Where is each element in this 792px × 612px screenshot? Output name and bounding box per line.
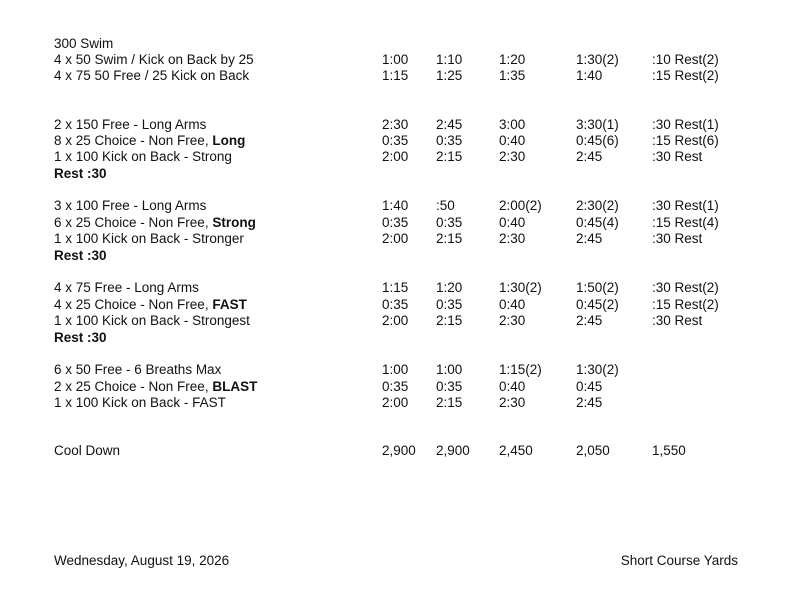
set-description: 1 x 100 Kick on Back - Strongest (54, 313, 250, 328)
interval-lane-5: :15 Rest(4) (652, 215, 719, 230)
interval-lane-5: :10 Rest(2) (652, 52, 719, 67)
interval-lane-2: 0:35 (436, 133, 463, 148)
warmup-row (0, 52, 792, 68)
interval-lane-3: 0:40 (499, 215, 526, 230)
set-description: 4 x 50 Swim / Kick on Back by 25 (54, 52, 254, 67)
interval-lane-3: 3:00 (499, 117, 526, 132)
set-row (0, 395, 792, 411)
set-row (0, 117, 792, 133)
set-row (0, 198, 792, 214)
set-row (0, 362, 792, 378)
interval-lane-3: 2:00(2) (499, 198, 542, 213)
workout-title: 300 Swim (54, 36, 114, 51)
interval-lane-2: 2:15 (436, 313, 463, 328)
interval-lane-3: 2:30 (499, 313, 526, 328)
interval-lane-2: 1:20 (436, 280, 463, 295)
total-yards-lane-2: 2,900 (436, 443, 470, 458)
interval-lane-5: :30 Rest(2) (652, 280, 719, 295)
interval-lane-2: 0:35 (436, 297, 463, 312)
interval-lane-1: 0:35 (382, 379, 409, 394)
set-row (0, 280, 792, 296)
set-description: 8 x 25 Choice - Non Free, Long (54, 133, 246, 148)
interval-lane-3: 0:40 (499, 133, 526, 148)
interval-lane-1: 0:35 (382, 133, 409, 148)
total-yards-lane-1: 2,900 (382, 443, 416, 458)
set-row (0, 215, 792, 231)
set-description: 1 x 100 Kick on Back - Stronger (54, 231, 244, 246)
interval-lane-5: :15 Rest(2) (652, 297, 719, 312)
interval-lane-2: 2:45 (436, 117, 463, 132)
interval-lane-5: :30 Rest(1) (652, 117, 719, 132)
effort-emphasis: FAST (212, 297, 247, 312)
workout-title-row (0, 36, 792, 52)
set-description: 4 x 75 50 Free / 25 Kick on Back (54, 68, 250, 83)
interval-lane-4: 0:45 (576, 379, 603, 394)
set-description: 6 x 50 Free - 6 Breaths Max (54, 362, 222, 377)
interval-lane-3: 0:40 (499, 379, 526, 394)
interval-lane-4: 2:45 (576, 313, 603, 328)
set-description: 3 x 100 Free - Long Arms (54, 198, 207, 213)
interval-lane-1: 1:15 (382, 280, 409, 295)
interval-lane-2: 1:10 (436, 52, 463, 67)
interval-lane-3: 2:30 (499, 149, 526, 164)
set-row (0, 379, 792, 395)
interval-lane-4: 0:45(6) (576, 133, 619, 148)
set-row (0, 313, 792, 329)
interval-lane-2: 2:15 (436, 149, 463, 164)
interval-lane-4: 1:50(2) (576, 280, 619, 295)
interval-lane-1: 2:00 (382, 395, 409, 410)
interval-lane-4: 1:30(2) (576, 52, 619, 67)
workout-date: Wednesday, August 19, 2026 (54, 553, 230, 568)
rest-label: Rest :30 (54, 330, 107, 345)
interval-lane-5: :30 Rest(1) (652, 198, 719, 213)
interval-lane-2: 0:35 (436, 215, 463, 230)
set-description: 6 x 25 Choice - Non Free, Strong (54, 215, 256, 230)
total-yards-lane-5: 1,550 (652, 443, 686, 458)
interval-lane-1: 0:35 (382, 215, 409, 230)
warmup-row (0, 68, 792, 84)
set-description: 1 x 100 Kick on Back - Strong (54, 149, 232, 164)
interval-lane-5: :15 Rest(2) (652, 68, 719, 83)
interval-lane-4: 0:45(4) (576, 215, 619, 230)
interval-lane-4: 2:45 (576, 395, 603, 410)
interval-lane-5: :30 Rest (652, 313, 703, 328)
interval-lane-2: :50 (436, 198, 455, 213)
cooldown-row (0, 443, 792, 459)
interval-lane-4: 1:30(2) (576, 362, 619, 377)
interval-lane-3: 1:35 (499, 68, 526, 83)
rest-row (0, 166, 792, 182)
set-description: 4 x 25 Choice - Non Free, FAST (54, 297, 247, 312)
interval-lane-3: 0:40 (499, 297, 526, 312)
interval-lane-5: :30 Rest (652, 149, 703, 164)
cooldown-label: Cool Down (54, 443, 121, 458)
interval-lane-1: 1:00 (382, 362, 409, 377)
interval-lane-3: 2:30 (499, 395, 526, 410)
interval-lane-4: 1:40 (576, 68, 603, 83)
interval-lane-4: 3:30(1) (576, 117, 619, 132)
interval-lane-2: 2:15 (436, 395, 463, 410)
effort-emphasis: Long (212, 133, 246, 148)
set-row (0, 133, 792, 149)
interval-lane-1: 2:00 (382, 231, 409, 246)
interval-lane-1: 2:00 (382, 313, 409, 328)
interval-lane-3: 1:20 (499, 52, 526, 67)
set-row (0, 231, 792, 247)
interval-lane-5: :15 Rest(6) (652, 133, 719, 148)
interval-lane-2: 0:35 (436, 379, 463, 394)
interval-lane-1: 0:35 (382, 297, 409, 312)
set-description: 2 x 150 Free - Long Arms (54, 117, 207, 132)
effort-emphasis: BLAST (212, 379, 258, 394)
rest-label: Rest :30 (54, 248, 107, 263)
interval-lane-2: 2:15 (436, 231, 463, 246)
total-yards-lane-3: 2,450 (499, 443, 533, 458)
interval-lane-1: 2:30 (382, 117, 409, 132)
interval-lane-4: 2:30(2) (576, 198, 619, 213)
interval-lane-3: 2:30 (499, 231, 526, 246)
interval-lane-1: 1:15 (382, 68, 409, 83)
rest-row (0, 248, 792, 264)
interval-lane-3: 1:15(2) (499, 362, 542, 377)
effort-emphasis: Strong (212, 215, 256, 230)
rest-row (0, 330, 792, 346)
set-row (0, 149, 792, 165)
set-description: 2 x 25 Choice - Non Free, BLAST (54, 379, 258, 394)
interval-lane-2: 1:25 (436, 68, 463, 83)
total-yards-lane-4: 2,050 (576, 443, 610, 458)
set-row (0, 297, 792, 313)
course-type: Short Course Yards (620, 553, 738, 568)
interval-lane-3: 1:30(2) (499, 280, 542, 295)
interval-lane-4: 2:45 (576, 231, 603, 246)
set-description: 1 x 100 Kick on Back - FAST (54, 395, 226, 410)
interval-lane-5: :30 Rest (652, 231, 703, 246)
rest-label: Rest :30 (54, 166, 107, 181)
interval-lane-2: 1:00 (436, 362, 463, 377)
interval-lane-1: 1:40 (382, 198, 409, 213)
interval-lane-4: 2:45 (576, 149, 603, 164)
interval-lane-4: 0:45(2) (576, 297, 619, 312)
interval-lane-1: 2:00 (382, 149, 409, 164)
set-description: 4 x 75 Free - Long Arms (54, 280, 199, 295)
interval-lane-1: 1:00 (382, 52, 409, 67)
